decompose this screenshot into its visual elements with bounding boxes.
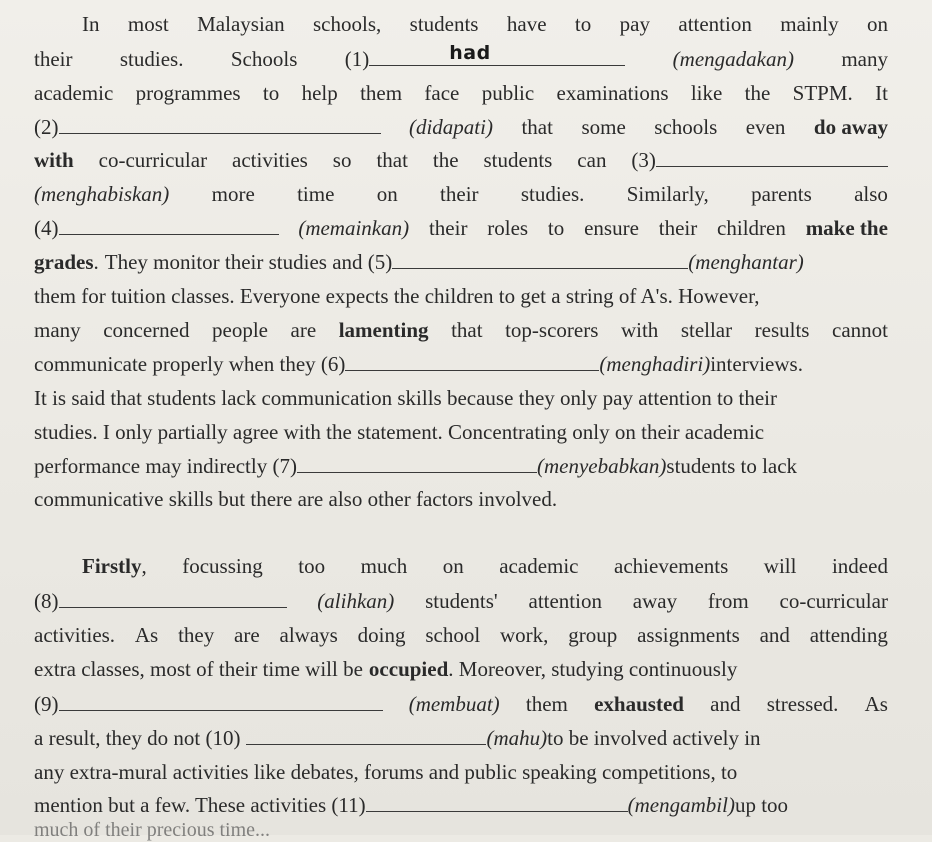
text-line-15	[34, 484, 888, 514]
text-line-23	[34, 790, 888, 820]
answer-blank-7[interactable]	[297, 454, 537, 473]
word: It	[875, 81, 888, 105]
text-run: to be involved actively in	[547, 726, 761, 750]
word: doing	[357, 623, 406, 647]
word: work,	[500, 623, 549, 647]
word: attention	[678, 12, 752, 36]
word: much	[360, 554, 408, 578]
hint-word: (menghabiskan)	[34, 182, 170, 206]
word: them	[525, 692, 568, 716]
word: children	[717, 216, 786, 240]
word: As	[864, 692, 888, 716]
text-line-22	[34, 757, 888, 787]
hint-word: (mahu)	[486, 726, 548, 750]
word: cannot	[832, 318, 888, 342]
word: more	[211, 182, 255, 206]
text-run: mention but a few. These activities (11)	[34, 793, 366, 817]
word: to	[547, 216, 565, 240]
text-line-8	[34, 247, 888, 277]
text-run: students to lack	[666, 454, 798, 478]
text-run: any extra-mural activities like debates, forums and public speaking competitions, to	[34, 760, 738, 784]
text-run: They monitor their studies and (5)	[104, 250, 393, 274]
hint-word: (membuat)	[408, 692, 500, 716]
word: are	[290, 318, 317, 342]
word: like	[690, 81, 723, 105]
hint-word: (didapati)	[408, 115, 493, 139]
word: STPM.	[792, 81, 853, 105]
word: the	[744, 81, 771, 105]
word: indeed	[831, 554, 888, 578]
text-line-6	[34, 179, 888, 209]
word: stressed.	[766, 692, 839, 716]
blank-number: (4)	[34, 216, 59, 240]
word: with	[620, 318, 659, 342]
word: some	[581, 115, 626, 139]
text-run: extra classes, most of their time will be	[34, 657, 363, 681]
word: on	[866, 12, 888, 36]
word: the	[432, 148, 459, 172]
blank-number: (1)	[344, 47, 370, 71]
word: In	[82, 12, 100, 36]
hint-word: (menghadiri)	[599, 352, 711, 376]
word: ensure	[584, 216, 639, 240]
text-run: performance may indirectly (7)	[34, 454, 297, 478]
word: many	[34, 318, 81, 342]
word: Similarly,	[626, 182, 709, 206]
bold-phrase: do away	[813, 115, 888, 139]
word: away	[632, 589, 678, 613]
word: co-curricular	[779, 589, 888, 613]
hint-word: (mengambil)	[627, 793, 735, 817]
bold-word: Firstly	[82, 554, 142, 578]
word: studies.	[520, 182, 585, 206]
text-run: It is said that students lack communication skills because they only pay attention to their	[34, 386, 778, 410]
word: students	[409, 12, 479, 36]
word: public	[481, 81, 535, 105]
word: studies.	[119, 47, 184, 71]
word: are	[234, 623, 260, 647]
text-line-21	[34, 723, 888, 753]
word: activities.	[34, 623, 116, 647]
word: students'	[425, 589, 498, 613]
text-line-5	[34, 145, 888, 175]
word: that	[451, 318, 483, 342]
blank-number: (3)	[631, 148, 656, 172]
word: attention	[528, 589, 602, 613]
hint-word: (menyebabkan)	[536, 454, 667, 478]
blank-3-group	[631, 145, 888, 175]
word: school	[425, 623, 481, 647]
text-line-9	[34, 281, 888, 311]
word: can	[577, 148, 607, 172]
word: schools	[654, 115, 718, 139]
answer-blank-5[interactable]	[392, 250, 688, 269]
cut-off-text-line	[34, 818, 270, 842]
text-line-4	[34, 112, 888, 142]
blank-1-group	[345, 44, 626, 74]
word: roles	[487, 216, 529, 240]
word: As	[134, 623, 159, 647]
word: help	[301, 81, 338, 105]
text-line-16	[34, 551, 888, 581]
answer-blank-10[interactable]	[246, 726, 486, 745]
word: and	[759, 623, 790, 647]
hint-word: (menghantar)	[688, 250, 804, 274]
answer-blank-1[interactable]	[369, 42, 625, 66]
word: and	[710, 692, 741, 716]
word: examinations	[556, 81, 669, 105]
word: to	[574, 12, 592, 36]
word: on	[376, 182, 398, 206]
blank-2-group	[34, 112, 381, 142]
text-line-19	[34, 654, 888, 684]
word: them	[360, 81, 403, 105]
hint-word: (alihkan)	[317, 589, 395, 613]
word: students	[483, 148, 553, 172]
word: will	[763, 554, 797, 578]
bold-word: occupied	[368, 657, 449, 681]
text-line-2	[34, 44, 888, 74]
text-run: them for tuition classes. Everyone expects the children to get a string of A's. However,	[34, 284, 760, 308]
word: from	[707, 589, 749, 613]
word: too	[298, 554, 326, 578]
punctuation: .	[93, 250, 99, 274]
word: on	[442, 554, 464, 578]
word: people	[212, 318, 268, 342]
word: assignments	[637, 623, 740, 647]
word: always	[279, 623, 338, 647]
answer-blank-2[interactable]	[59, 115, 381, 134]
word: academic	[499, 554, 579, 578]
text-run: up too	[734, 793, 789, 817]
word: top-scorers	[505, 318, 599, 342]
answer-blank-9[interactable]	[59, 692, 383, 711]
hint-word: (mengadakan)	[672, 47, 794, 71]
answer-blank-3[interactable]	[656, 148, 888, 167]
text-run: much of their precious time...	[34, 819, 271, 841]
word: mainly	[780, 12, 839, 36]
text-line-14	[34, 451, 888, 481]
word: programmes	[135, 81, 241, 105]
bold-word: lamenting	[338, 318, 429, 342]
word: academic	[34, 81, 114, 105]
word: co-curricular	[98, 148, 208, 172]
answer-blank-11[interactable]	[366, 793, 628, 812]
bold-phrase: make the	[805, 216, 888, 240]
answer-blank-6[interactable]	[345, 352, 599, 371]
word: pay	[619, 12, 650, 36]
word: results	[754, 318, 810, 342]
text-line-7	[34, 213, 888, 243]
word: that	[376, 148, 408, 172]
word: so	[332, 148, 352, 172]
word: many	[841, 47, 888, 71]
blank-9-group	[34, 689, 383, 719]
word: they	[178, 623, 215, 647]
word: parents	[751, 182, 812, 206]
blank-number: (2)	[34, 115, 59, 139]
word: that	[521, 115, 553, 139]
word: group	[568, 623, 618, 647]
text-line-12	[34, 383, 888, 413]
answer-blank-8[interactable]	[59, 589, 287, 608]
text-run: interviews.	[710, 352, 803, 376]
text-run: communicative skills but there are also other factors involved.	[34, 487, 558, 511]
text-run: communicate properly when they (6)	[34, 352, 346, 376]
word: even	[745, 115, 786, 139]
text-run: a result, they do not (10)	[34, 726, 241, 750]
word: focussing	[182, 554, 263, 578]
word: their	[34, 47, 73, 71]
text-line-3	[34, 78, 888, 108]
word: Malaysian	[197, 12, 285, 36]
text-line-11	[34, 349, 888, 379]
bold-word: with	[34, 148, 74, 172]
word: concerned	[103, 318, 190, 342]
answer-blank-4[interactable]	[59, 216, 279, 235]
text-line-13	[34, 417, 888, 447]
word: their	[428, 216, 468, 240]
word: time	[297, 182, 335, 206]
word: stellar	[680, 318, 733, 342]
blank-4-group	[34, 213, 279, 243]
text-line-20	[34, 689, 888, 719]
word: achievements	[614, 554, 729, 578]
hint-word: (memainkan)	[298, 216, 410, 240]
word: their	[440, 182, 479, 206]
word: schools,	[313, 12, 382, 36]
blank-8-group	[34, 586, 287, 616]
word: Schools	[230, 47, 298, 71]
bold-word: exhausted	[594, 692, 684, 716]
blank-number: (9)	[34, 692, 59, 716]
word: their	[658, 216, 698, 240]
word: have	[506, 12, 547, 36]
word: attending	[809, 623, 888, 647]
word: face	[424, 81, 460, 105]
word: most	[127, 12, 169, 36]
word: to	[262, 81, 280, 105]
text-line-10	[34, 315, 888, 345]
handwritten-answer: had	[449, 42, 491, 64]
text-line-1	[34, 9, 888, 39]
text-run: . Moreover, studying continuously	[448, 657, 738, 681]
bold-word: grades	[34, 250, 94, 274]
word: activities	[232, 148, 308, 172]
word: also	[854, 182, 888, 206]
punctuation: ,	[141, 554, 147, 578]
text-line-17	[34, 586, 888, 616]
blank-number: (8)	[34, 589, 59, 613]
text-run: studies. I only partially agree with the statement. Concentrating only on their academic	[34, 420, 765, 444]
text-line-18	[34, 620, 888, 650]
